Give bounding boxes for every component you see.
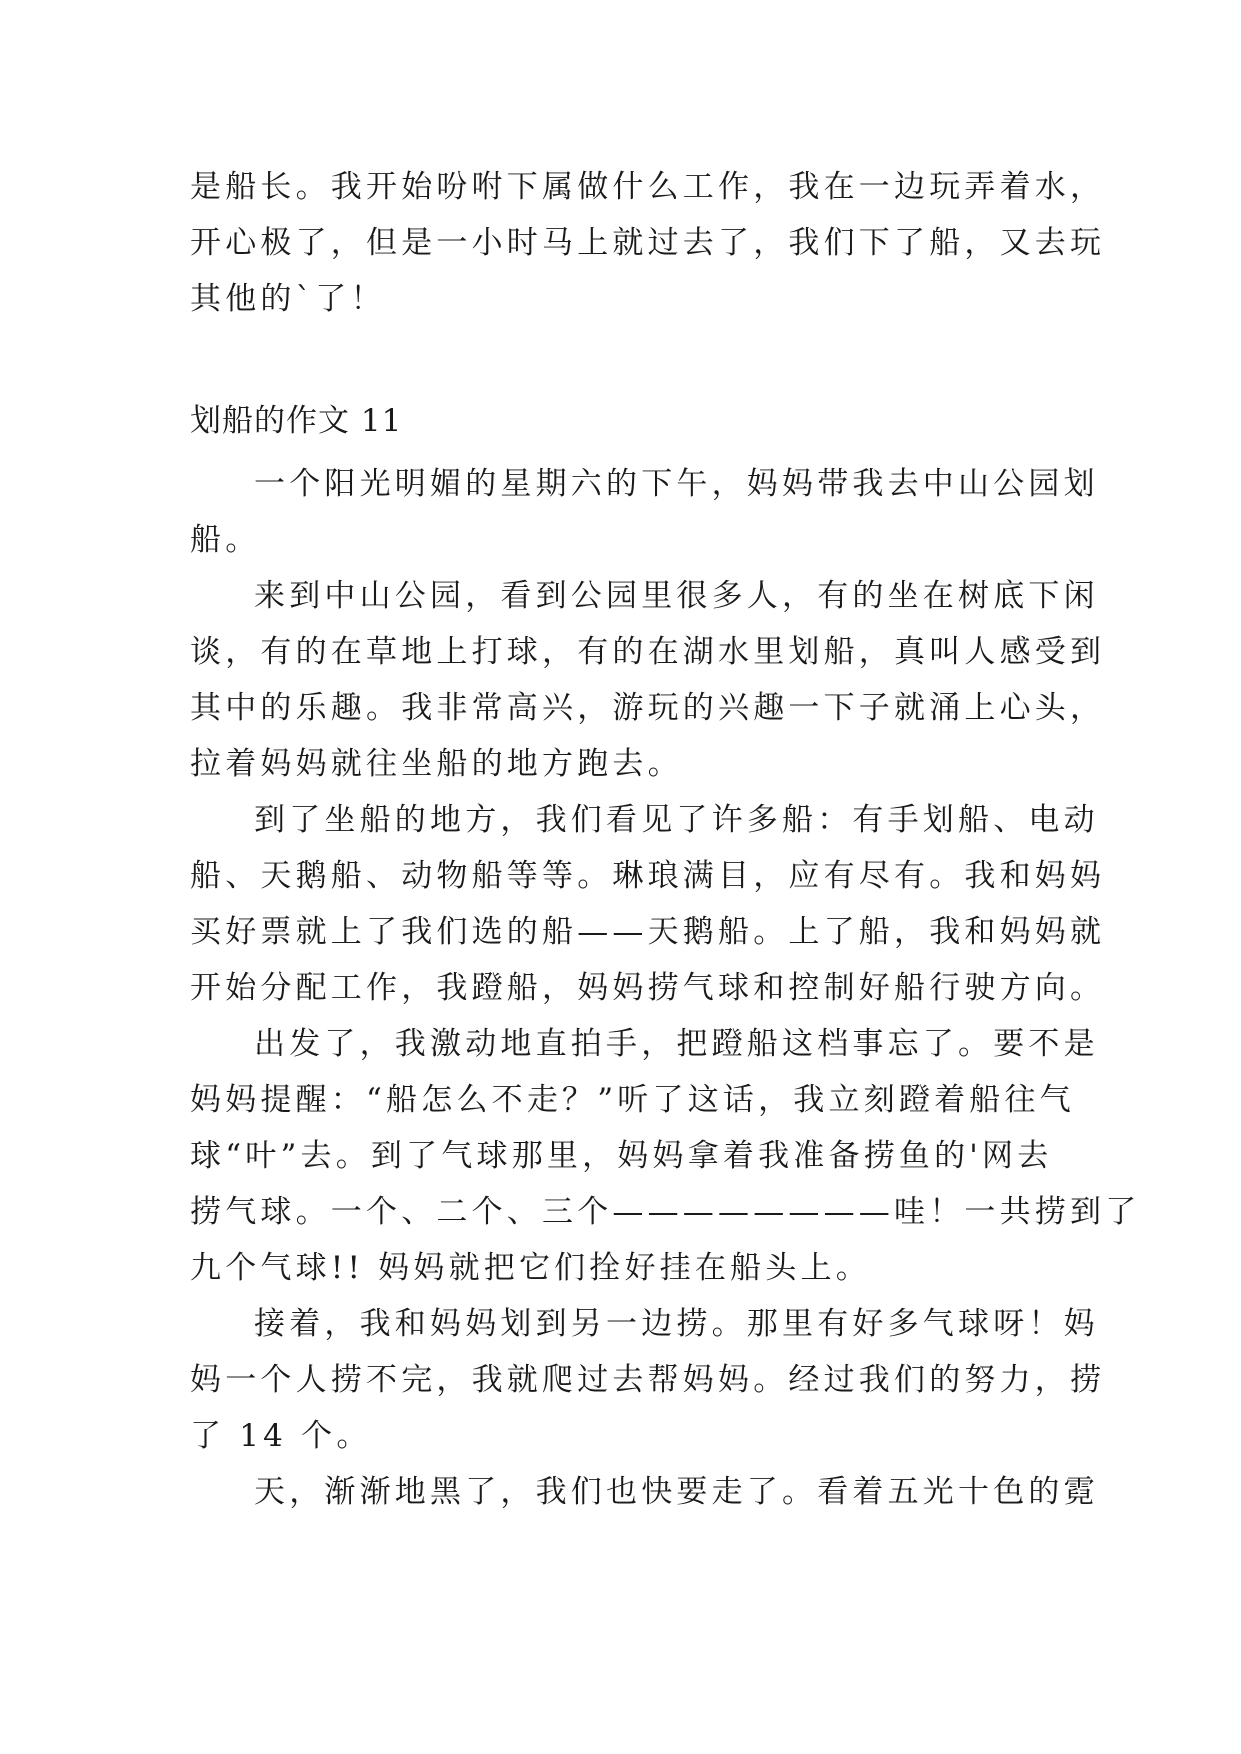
- text-line: 船、天鹅船、动物船等等。琳琅满目，应有尽有。我和妈妈: [190, 858, 1106, 894]
- text-line: 捞气球。一个、二个、三个————————哇！一共捞到了: [190, 1194, 1141, 1230]
- text-line: 一个阳光明媚的星期六的下午，妈妈带我去中山公园划: [254, 466, 1099, 502]
- text-line: 了 14 个。: [190, 1418, 372, 1454]
- text-line: 买好票就上了我们选的船——天鹅船。上了船，我和妈妈就: [190, 914, 1106, 950]
- text-line: 天，渐渐地黑了，我们也快要走了。看着五光十色的霓: [254, 1474, 1099, 1510]
- section-title: 划船的作文 11: [190, 403, 403, 439]
- text-line: 开始分配工作，我蹬船，妈妈捞气球和控制好船行驶方向。: [190, 970, 1106, 1006]
- text-line: 船。: [190, 522, 261, 558]
- text-line: 谈，有的在草地上打球，有的在湖水里划船，真叫人感受到: [190, 634, 1106, 670]
- text-line: 到了坐船的地方，我们看见了许多船：有手划船、电动: [254, 802, 1099, 838]
- text-line: 开心极了，但是一小时马上就过去了，我们下了船，又去玩: [190, 225, 1106, 261]
- text-line: 来到中山公园，看到公园里很多人，有的坐在树底下闲: [254, 578, 1099, 614]
- text-line: 球“叶”去。到了气球那里，妈妈拿着我准备捞鱼的'网去: [190, 1138, 1053, 1174]
- text-line: 出发了，我激动地直拍手，把蹬船这档事忘了。要不是: [254, 1026, 1099, 1062]
- text-line: 拉着妈妈就往坐船的地方跑去。: [190, 746, 683, 782]
- text-line: 妈一个人捞不完，我就爬过去帮妈妈。经过我们的努力，捞: [190, 1362, 1106, 1398]
- essay-body: [190, 456, 1141, 1520]
- text-line: 其中的乐趣。我非常高兴，游玩的兴趣一下子就涌上心头，: [190, 690, 1106, 726]
- intro-paragraph: [190, 159, 1106, 327]
- text-line: 接着，我和妈妈划到另一边捞。那里有好多气球呀！妈: [254, 1306, 1099, 1342]
- text-line: 是船长。我开始吩咐下属做什么工作，我在一边玩弄着水，: [190, 169, 1106, 205]
- text-line: 其他的`了！: [190, 281, 386, 317]
- text-line: 九个气球!! 妈妈就把它们拴好挂在船头上。: [190, 1250, 871, 1286]
- text-line: 妈妈提醒：“船怎么不走？”听了这话，我立刻蹬着船往气: [190, 1082, 1075, 1118]
